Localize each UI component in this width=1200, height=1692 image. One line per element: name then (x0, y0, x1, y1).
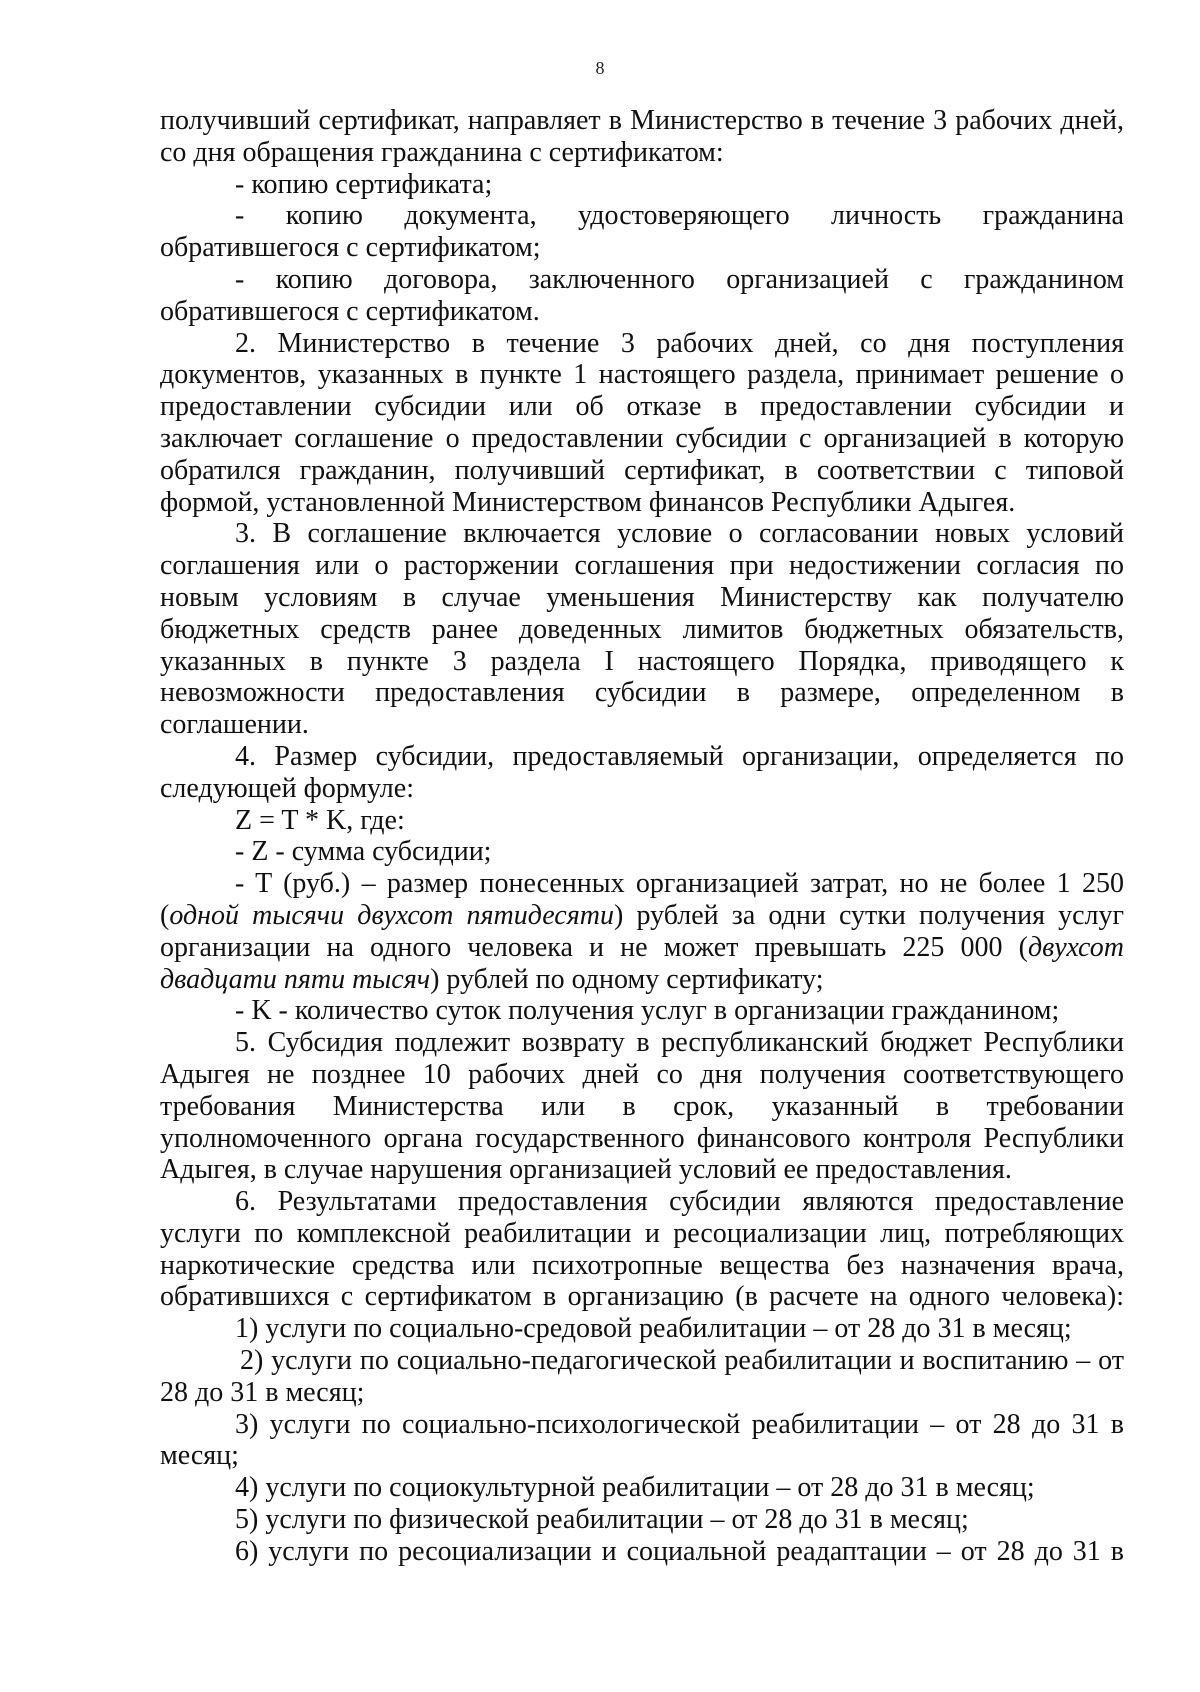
text-line: Адыгея, в случае нарушения организацией условий ее предоставления. (160, 1154, 1012, 1186)
text-line: обратившегося с сертификатом. (160, 295, 540, 327)
italic-text: двухсот (1027, 931, 1124, 963)
text-line: 2) услуги по социально-педагогической реабилитации и воспитанию – от (240, 1345, 1124, 1377)
text-line: следующей формуле: (160, 772, 414, 804)
text-line: уполномоченного органа государственного финансового контроля Республики (160, 1122, 1124, 1154)
text-line: требования Министерства или в срок, указанный в требовании (160, 1090, 1124, 1122)
text-line: заключает соглашение о предоставлении субсидии с организацией в которую (160, 422, 1124, 454)
text-span: организации на одного человека и не может превышать 225 000 ( (160, 931, 1028, 963)
italic-text: одной тысячи двухсот пятидесяти (169, 899, 614, 931)
text-line: месяц; (160, 1440, 239, 1472)
text-line: Адыгея не позднее 10 рабочих дней со дня получения соответствующего (160, 1058, 1124, 1090)
text-line: 5. Субсидия подлежит возврату в республиканский бюджет Республики (235, 1027, 1124, 1059)
text-line: - T (руб.) – размер понесенных организацией затрат, но не более 1 250 (235, 868, 1124, 900)
text-line: получивший сертификат, направляет в Министерство в течение 3 рабочих дней, (160, 105, 1124, 136)
text-line: 4. Размер субсидии, предоставляемый организации, определяется по (235, 740, 1124, 772)
document-body (160, 105, 1124, 1568)
text-line: услуги по комплексной реабилитации и ресоциализации лиц, потребляющих (160, 1217, 1124, 1249)
text-line: - Z - сумма субсидии; (235, 836, 492, 868)
text-span: ) рублей по одному сертификату; (430, 963, 824, 995)
text-line: 3. В соглашение включается условие о согласовании новых условий (235, 518, 1124, 550)
text-line: предоставлении субсидии или об отказе в предоставлении субсидии и (160, 391, 1124, 423)
text-line: новым условиям в случае уменьшения Министерству как получателю (160, 581, 1124, 613)
text-line: 6. Результатами предоставления субсидии являются предоставление (235, 1186, 1124, 1218)
text-line: 3) услуги по социально-психологической реабилитации – от 28 до 31 в (235, 1408, 1124, 1440)
text-line: невозможности предоставления субсидии в размере, определенном в (160, 677, 1124, 709)
text-line: обратившихся с сертификатом в организацию (в расчете на одного человека): (160, 1281, 1124, 1313)
italic-text: двадцати пяти тысяч (160, 963, 431, 995)
text-line: обратившегося с сертификатом; (160, 232, 541, 264)
text-line (160, 900, 1124, 932)
page-number: 8 (595, 58, 605, 78)
text-line: - копию сертификата; (235, 168, 493, 200)
text-line (160, 964, 1124, 996)
text-line: обратился гражданин, получивший сертификат, в соответствии с типовой (160, 454, 1124, 486)
text-line: 28 до 31 в месяц; (160, 1376, 365, 1408)
text-line: 5) услуги по физической реабилитации – от 28 до 31 в месяц; (235, 1504, 969, 1536)
text-line: формой, установленной Министерством финансов Республики Адыгея. (160, 486, 1016, 518)
text-line (160, 932, 1124, 964)
text-line: 4) услуги по социокультурной реабилитации – от 28 до 31 в месяц; (235, 1472, 1035, 1504)
text-line: 2. Министерство в течение 3 рабочих дней, со дня поступления (235, 327, 1124, 359)
text-line: 6) услуги по ресоциализации и социальной реадаптации – от 28 до 31 в (235, 1535, 1124, 1567)
text-span: ) рублей за одни сутки получения услуг (613, 899, 1124, 931)
text-line: - копию договора, заключенного организацией с гражданином (235, 263, 1124, 295)
text-line: 1) услуги по социально-средовой реабилитации – от 28 до 31 в месяц; (235, 1313, 1072, 1345)
text-line: соглашении. (160, 709, 309, 741)
text-span: ( (160, 899, 170, 931)
text-line: указанных в пункте 3 раздела I настоящего Порядка, приводящего к (160, 645, 1124, 677)
text-line: со дня обращения гражданина с сертификатом: (160, 136, 724, 168)
text-line: наркотические средства или психотропные вещества без назначения врача, (160, 1249, 1124, 1281)
text-line: бюджетных средств ранее доведенных лимитов бюджетных обязательств, (160, 613, 1124, 645)
text-line: документов, указанных в пункте 1 настоящего раздела, принимает решение о (160, 359, 1124, 391)
text-line: Z = T * K, где: (235, 804, 405, 836)
text-line: - K - количество суток получения услуг в организации гражданином; (235, 995, 1060, 1027)
text-line: соглашения или о расторжении соглашения при недостижении согласия по (160, 550, 1124, 582)
text-line: - копию документа, удостоверяющего личность гражданина (235, 200, 1124, 232)
